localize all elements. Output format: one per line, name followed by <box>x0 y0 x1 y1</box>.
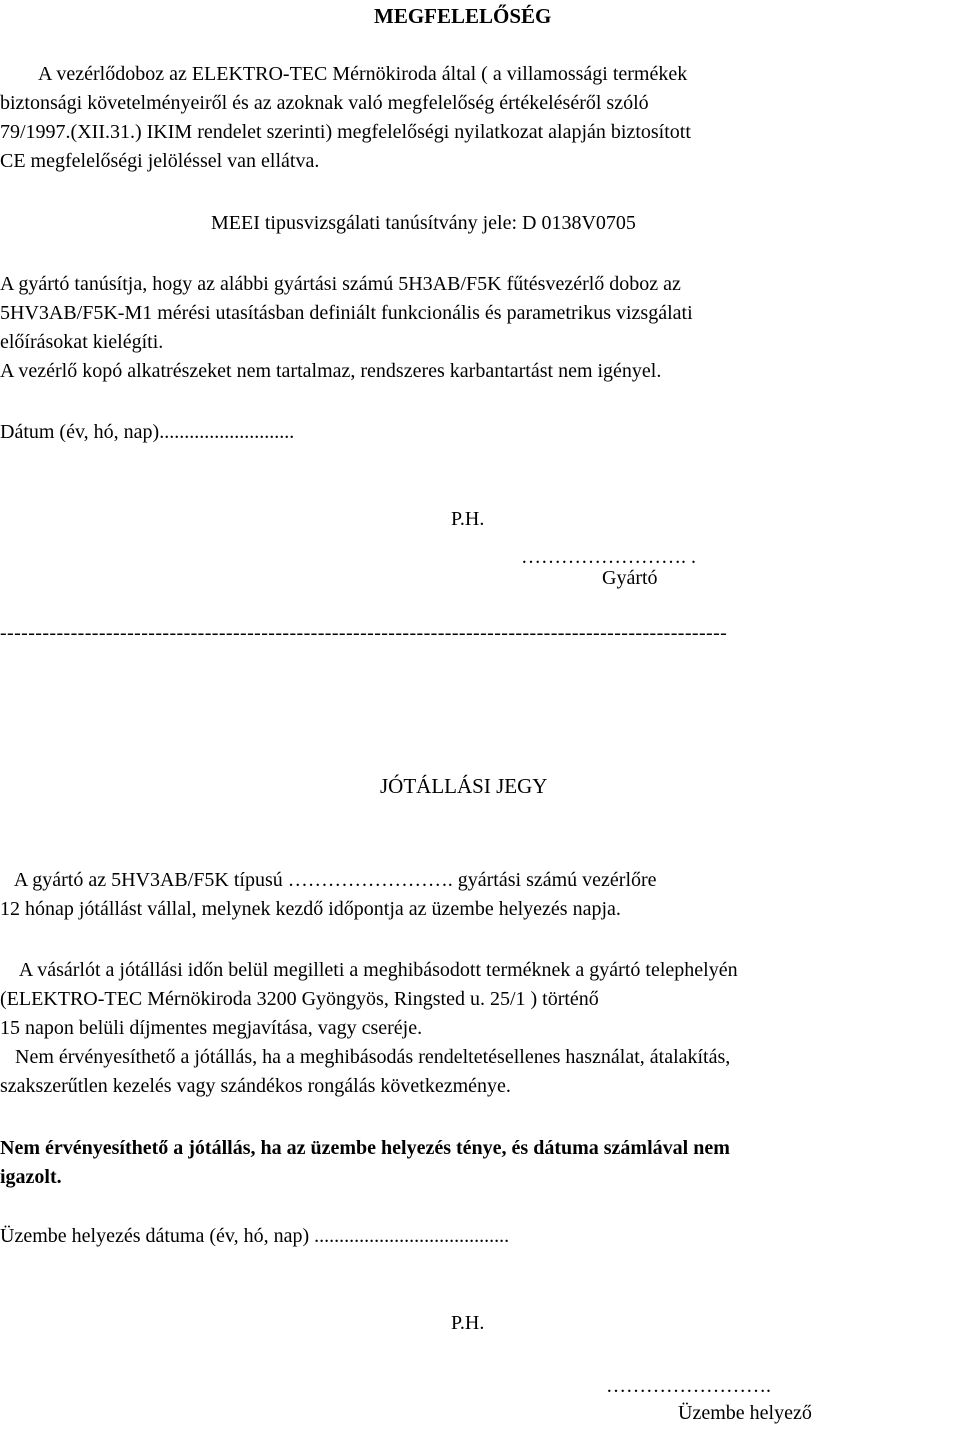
cut-line-separator: ------------------------------------------------------------------------------------------------------- <box>0 622 728 644</box>
stamp-label: P.H. <box>451 1312 485 1334</box>
warranty-para2-line: 15 napon belüli díjmentes megjavítása, vagy cseréje. <box>0 1017 423 1039</box>
date-field-label: Dátum (év, hó, nap)........................... <box>0 421 295 443</box>
signature-label-installer: Üzembe helyező <box>678 1402 812 1424</box>
conformity-para2-line: előírásokat kielégíti. <box>0 331 164 353</box>
signature-line: ……………………. . <box>521 546 696 568</box>
warranty-para1-line: A gyártó az 5HV3AB/F5K típusú ……………………. gyártási számú vezérlőre <box>0 869 657 891</box>
warranty-title: JÓTÁLLÁSI JEGY <box>380 774 548 798</box>
warranty-para2-line: Nem érvényesíthető a jótállás, ha a meghibásodás rendeltetésellenes használat, átalakítás, <box>0 1046 731 1068</box>
conformity-para1-line: A vezérlődoboz az ELEKTRO-TEC Mérnökiroda által ( a villamossági termékek <box>38 63 688 85</box>
warranty-para2-line: (ELEKTRO-TEC Mérnökiroda 3200 Gyöngyös, Ringsted u. 25/1 ) történő <box>0 988 599 1010</box>
conformity-para1-line: CE megfelelőségi jelöléssel van ellátva. <box>0 150 320 172</box>
conformity-para2-line: A vezérlő kopó alkatrészeket nem tartalmaz, rendszeres karbantartást nem igényel. <box>0 360 662 382</box>
signature-label-manufacturer: Gyártó <box>602 567 658 589</box>
warranty-para2-line: szakszerűtlen kezelés vagy szándékos rongálás következménye. <box>0 1075 511 1097</box>
conformity-para2-line: 5HV3AB/F5K-M1 mérési utasításban definiált funkcionális és parametrikus vizsgálati <box>0 302 693 324</box>
certificate-number: MEEI tipusvizsgálati tanúsítvány jele: D 0138V0705 <box>211 212 636 234</box>
warranty-bold-notice: igazolt. <box>0 1166 62 1188</box>
signature-line: ……………………. <box>606 1375 771 1397</box>
warranty-bold-notice: Nem érvényesíthető a jótállás, ha az üzembe helyezés ténye, és dátuma számlával nem <box>0 1137 730 1159</box>
conformity-title: MEGFELELŐSÉG <box>374 4 552 28</box>
warranty-para1-line: 12 hónap jótállást vállal, melynek kezdő időpontja az üzembe helyezés napja. <box>0 898 621 920</box>
conformity-para1-line: biztonsági követelményeiről és az azoknak való megfelelőség értékeléséről szóló <box>0 92 649 114</box>
conformity-para1-line: 79/1997.(XII.31.) IKIM rendelet szerinti) megfelelőségi nyilatkozat alapján biztosított <box>0 121 691 143</box>
stamp-label: P.H. <box>451 508 485 530</box>
install-date-field-label: Üzembe helyezés dátuma (év, hó, nap) ....................................... <box>0 1225 510 1247</box>
conformity-para2-line: A gyártó tanúsítja, hogy az alábbi gyártási számú 5H3AB/F5K fűtésvezérlő doboz az <box>0 273 681 295</box>
warranty-para2-line: A vásárlót a jótállási időn belül megilleti a meghibásodott terméknek a gyártó telephelyén <box>0 959 738 981</box>
